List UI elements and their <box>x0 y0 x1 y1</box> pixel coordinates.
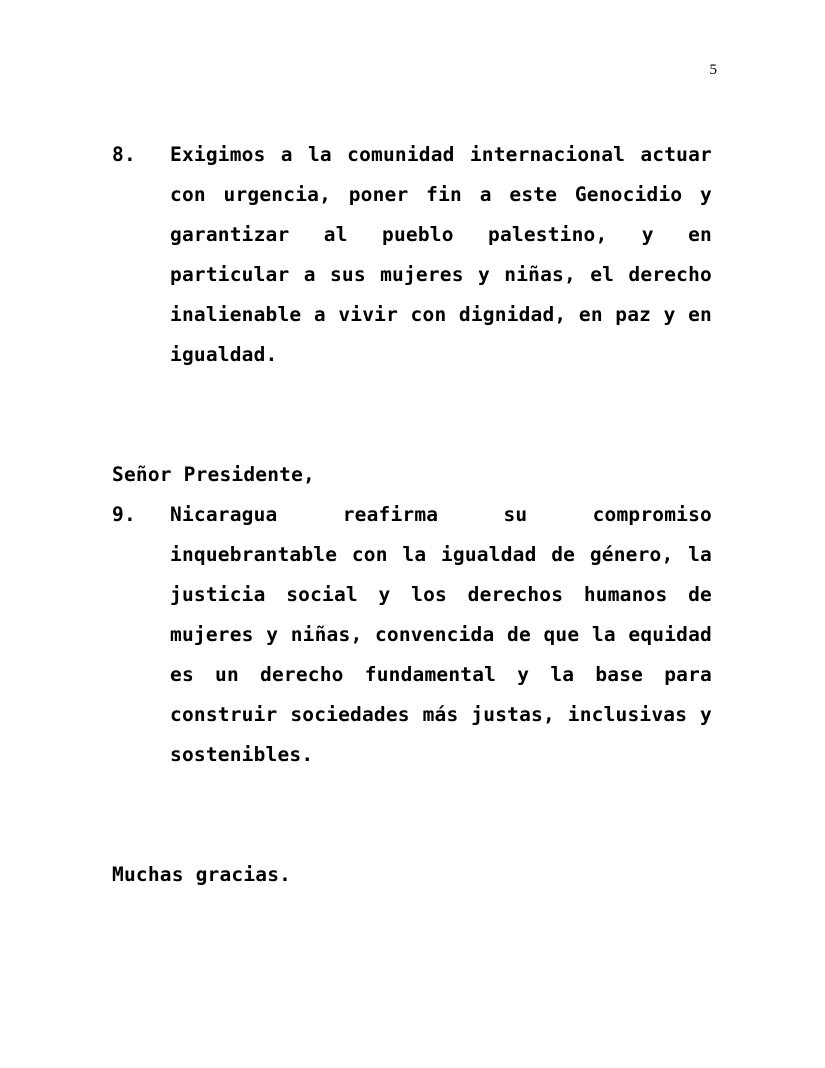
page-number: 5 <box>709 62 717 78</box>
paragraph-9-marker: 9. <box>112 503 136 526</box>
paragraph-9 <box>112 495 712 815</box>
closing: Muchas gracias. <box>112 863 292 886</box>
paragraph-8-text: Exigimos a la comunidad internacional actuar con urgencia, poner fin a este Genocidio y garantizar al pueblo palestino, y en particular a sus mujeres y niñas, el derecho inalienable a vivir con dignidad, en paz y en igualdad. <box>170 143 712 366</box>
paragraph-spacer-1 <box>112 415 712 455</box>
document-body <box>112 135 712 895</box>
salutation: Señor Presidente, <box>112 463 315 486</box>
paragraph-8 <box>112 135 712 415</box>
paragraph-spacer-2 <box>112 815 712 855</box>
paragraph-8-marker: 8. <box>112 143 136 166</box>
paragraph-9-text: Nicaragua reafirma su compromiso inquebrantable con la igualdad de género, la justicia social y los derechos humanos de mujeres y niñas, convencida de que la equidad es un derecho fundamental y la base para construir sociedades más justas, inclusivas y sostenibles. <box>170 503 712 766</box>
